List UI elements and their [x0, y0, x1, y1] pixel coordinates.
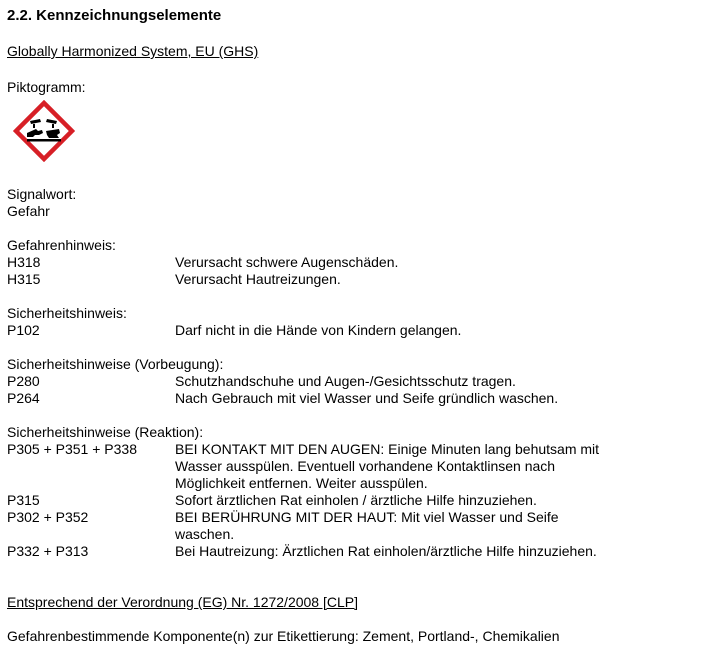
- components-text: Gefahrenbestimmende Komponente(n) zur Etikettierung: Zement, Portland-, Chemikalien: [7, 628, 560, 644]
- statement-row: [7, 492, 699, 509]
- precaution-prevention-label: Sicherheitshinweise (Vorbeugung):: [7, 356, 224, 372]
- statement-code: P332 + P313: [7, 543, 89, 559]
- statement-code: P264: [7, 390, 40, 406]
- statement-line: Sofort ärztlichen Rat einholen / ärztliche Hilfe hinzuziehen.: [175, 492, 537, 508]
- statement-row: [7, 322, 699, 339]
- statement-row: [7, 509, 699, 543]
- precaution-general-label: Sicherheitshinweis:: [7, 305, 127, 321]
- statement-text: [175, 441, 699, 492]
- statement-code: P315: [7, 492, 40, 508]
- signal-word-label: Signalwort:: [7, 186, 77, 202]
- statement-text: Verursacht Hautreizungen.: [175, 271, 341, 287]
- hazard-statements: [7, 237, 699, 288]
- precaution-general: [7, 305, 699, 339]
- statement-row: [7, 390, 699, 407]
- statement-line: BEI BERÜHRUNG MIT DER HAUT: Mit viel Wasser und Seife: [175, 509, 559, 525]
- precaution-response-label: Sicherheitshinweise (Reaktion):: [7, 424, 204, 440]
- statement-text: Verursacht schwere Augenschäden.: [175, 254, 399, 270]
- statement-text: Darf nicht in die Hände von Kindern gelangen.: [175, 322, 462, 338]
- statement-code: H315: [7, 271, 41, 287]
- statement-text: [175, 543, 699, 560]
- statement-line: Wasser ausspülen. Eventuell vorhandene Kontaktlinsen nach: [175, 458, 556, 474]
- ghs-heading: Globally Harmonized System, EU (GHS): [7, 43, 259, 59]
- statement-row: [7, 441, 699, 492]
- precaution-response: [7, 424, 699, 560]
- statement-row: [7, 254, 699, 271]
- statement-text: [175, 509, 699, 543]
- statement-code: P102: [7, 322, 40, 338]
- statement-row: [7, 271, 699, 288]
- statement-line: Möglichkeit entfernen. Weiter ausspülen.: [175, 475, 428, 491]
- statement-row: [7, 373, 699, 390]
- statement-code: P302 + P352: [7, 509, 89, 525]
- statement-line: waschen.: [175, 526, 235, 542]
- safety-data-sheet-section: [7, 6, 699, 645]
- statement-text: [175, 492, 699, 509]
- precaution-prevention: [7, 356, 699, 407]
- ghs05-corrosive-icon: [13, 100, 77, 164]
- statement-text: Nach Gebrauch mit viel Wasser und Seife gründlich waschen.: [175, 390, 559, 406]
- section-title: 2.2. Kennzeichnungselemente: [7, 7, 222, 24]
- statement-line: BEI KONTAKT MIT DEN AUGEN: Einige Minuten lang behutsam mit: [175, 441, 600, 457]
- statement-text: Schutzhandschuhe und Augen-/Gesichtsschutz tragen.: [175, 373, 516, 389]
- statement-code: H318: [7, 254, 41, 270]
- statement-row: [7, 543, 699, 560]
- pictogram-label: Piktogramm:: [7, 79, 86, 95]
- statement-code: P305 + P351 + P338: [7, 441, 137, 457]
- statement-code: P280: [7, 373, 40, 389]
- hazard-statements-label: Gefahrenhinweis:: [7, 237, 116, 253]
- regulation-heading: Entsprechend der Verordnung (EG) Nr. 1272/2008 [CLP]: [7, 594, 358, 610]
- signal-word-value: Gefahr: [7, 203, 50, 219]
- statement-line: Bei Hautreizung: Ärztlichen Rat einholen/ärztliche Hilfe hinzuziehen.: [175, 543, 597, 559]
